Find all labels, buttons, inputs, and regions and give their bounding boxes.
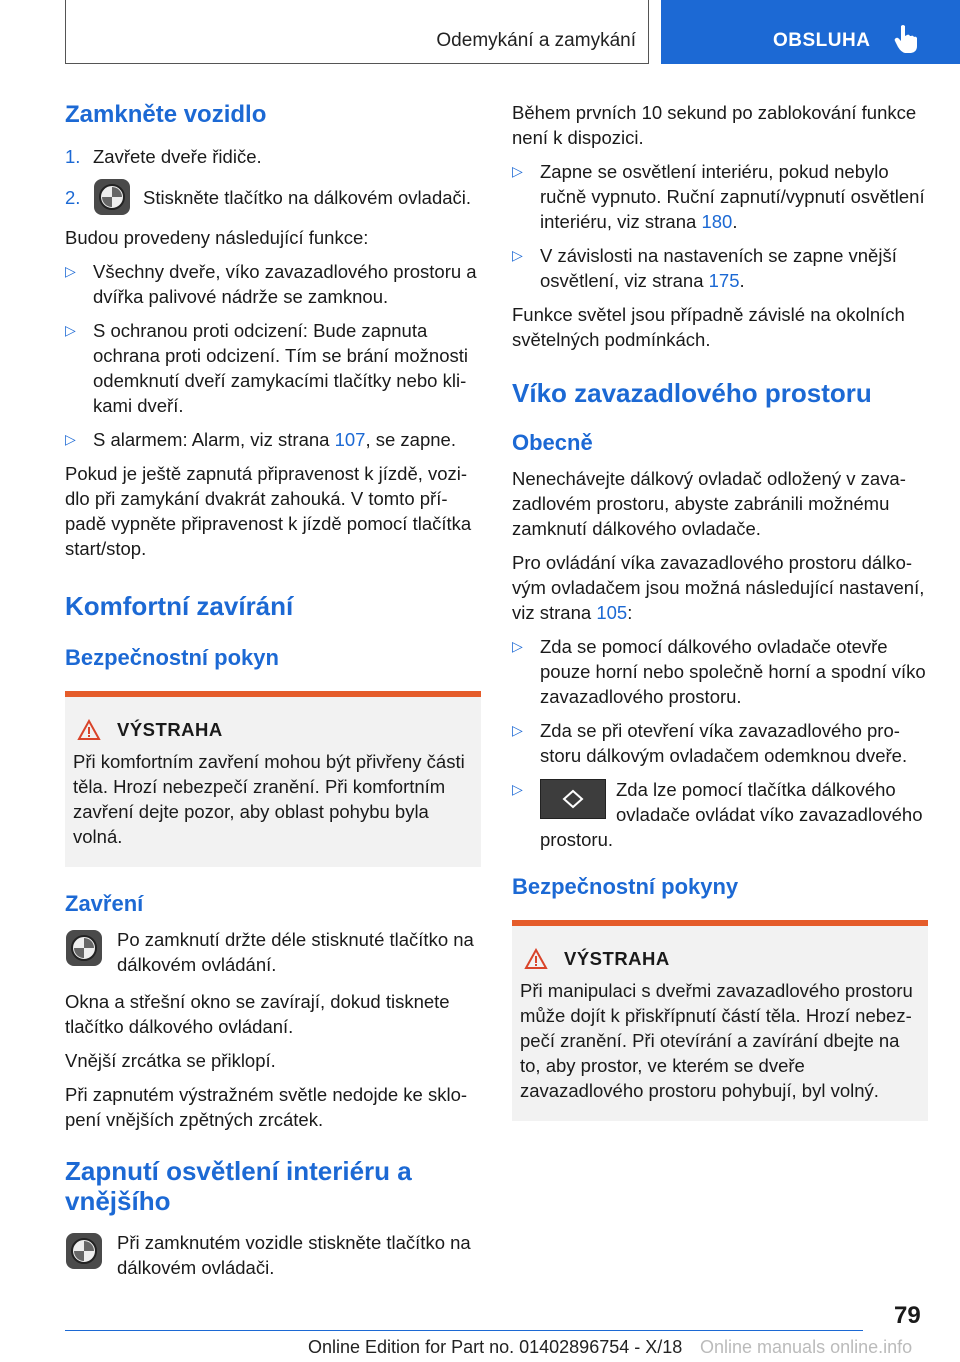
step-text: Stiskněte tlačítko na dálkovém ovladači. [143, 186, 472, 208]
close-instruction: Po zamknutí držte déle stisknuté tlačítko na dálkovém ovládání. [65, 927, 481, 977]
page-link-175[interactable]: 175 [708, 270, 740, 291]
warning-heading: VÝSTRAHA [520, 948, 920, 970]
triangle-bullet-icon: ▷ [512, 781, 523, 797]
header-frame [65, 0, 649, 64]
triangle-bullet-icon: ▷ [512, 722, 523, 738]
step-1 [65, 144, 481, 169]
list-item: ▷ Zapne se osvětlení interiéru, pokud nebylo ručně vypnuto. Ruční zapnutí/vypnutí osvětlení interiéru, viz strana 180. [512, 161, 925, 232]
light-instruction: Při zamknutém vozidle stiskněte tlačítko na dálkovém ovládači. [65, 1230, 481, 1280]
page-link-107[interactable]: 107 [334, 429, 366, 450]
triangle-bullet-icon: ▷ [512, 247, 523, 263]
warning-triangle-icon [524, 948, 548, 970]
list-item: ▷ Zda se pomocí dálkového ovladače otevře pouze horní nebo společně horní a spodní víko zavazadlového prostoru. [512, 636, 926, 707]
bmw-key-button-icon [93, 178, 131, 216]
header-title: Odemykání a zamykání [436, 30, 636, 51]
bmw-key-button-icon [65, 929, 103, 967]
right-column [512, 100, 928, 1145]
paragraph-light-functions: Funkce světel jsou případně závislé na okolních světelných podmínkách. [512, 304, 905, 350]
footer-watermark: Online manuals online.info [700, 1337, 913, 1357]
list-item: ▷ Zda se při otevření víka zavazadlového prostoru dálkovým ovladačem odemknou dveře. [512, 720, 908, 766]
bmw-key-button-icon [65, 1232, 103, 1270]
list-item: ▷ V závislosti na nastaveních se zapne vnější osvětlení, viz strana 175. [512, 245, 897, 291]
trunk-button-image [540, 779, 606, 819]
warning-box [65, 691, 481, 867]
trunk-diamond-icon [541, 780, 605, 818]
step-number: 2. [65, 186, 81, 208]
step-number: 1. [65, 146, 81, 167]
heading-closing: Zavření [65, 891, 144, 916]
tab-label: OBSLUHA [773, 30, 871, 51]
paragraph-mirrors: Vnější zrcátka se přiklopí. [65, 1050, 276, 1071]
page-link-180[interactable]: 180 [701, 211, 733, 232]
heading-general: Obecně [512, 430, 593, 455]
warning-triangle-icon [77, 719, 101, 741]
heading-lighting: Zapnutí osvětlení interiéru a vnějšího [65, 1156, 412, 1216]
paragraph-ready: Pokud je ještě zapnutá připravenost k jízdě, vozidlo při zamykání dvakrát zahouká. V tomto případě vypněte připravenost k jízdě pomocí tlačítka start/stop. [65, 463, 472, 559]
warning-text: Při manipulaci s dveřmi zavazadlového prostoru může dojít k přiskřípnutí částí těla. Hrozí nebezpečí zranění. Při otevírání a zavírání dbejte na to, aby prostor, ve kterém se dveře zavazadlového prostoru pohybují, byl volný. [520, 980, 913, 1101]
paragraph-unavailable: Během prvních 10 sekund po zablokování funkce není k dispozici. [512, 102, 917, 148]
heading-lock: Zamkněte vozidlo [65, 101, 267, 128]
hand-pointer-icon [893, 24, 919, 54]
tab-obsluha[interactable] [661, 0, 960, 64]
heading-safety-notes: Bezpečnostní pokyny [512, 874, 739, 899]
triangle-bullet-icon: ▷ [512, 163, 523, 179]
step-2 [65, 178, 481, 216]
left-column [65, 100, 481, 1292]
heading-trunk-lid: Víko zavazadlového prostoru [512, 378, 872, 408]
footer-divider [65, 1330, 863, 1331]
step-text: Zavřete dveře řidiče. [93, 146, 262, 167]
functions-intro: Budou provedeny následující funkce: [65, 227, 369, 248]
warning-box [512, 920, 928, 1121]
list-item: ▷ Zda lze pomocí tlačítka dálkového ovladače ovládat víko zavazadlového prostoru. [512, 779, 923, 850]
paragraph-alarm-light: Při zapnutém výstražném světle nedojde ke sklopení vnějších zpětných zrcátek. [65, 1084, 468, 1130]
warning-text: Při komfortním zavření mohou být přivřeny části těla. Hrozí nebezpečí zranění. Při komfortním zavření dejte pozor, aby oblast pohybu byla volná. [73, 751, 465, 847]
heading-safety: Bezpečnostní pokyn [65, 645, 279, 670]
list-item: ▷ Všechny dveře, víko zavazadlového prostoru a dvířka palivové nádrže se zamknou. [65, 261, 477, 307]
triangle-bullet-icon: ▷ [65, 322, 76, 338]
page-link-105[interactable]: 105 [596, 602, 628, 623]
page-number: 79 [894, 1302, 921, 1329]
paragraph-settings: Pro ovládání víka zavazadlového prostoru dálkovým ovladačem jsou možná následující nastavení, viz strana 105: [512, 552, 925, 623]
list-item: ▷ S alarmem: Alarm, viz strana 107, se zapne. [65, 429, 456, 450]
warning-heading: VÝSTRAHA [73, 719, 473, 741]
triangle-bullet-icon: ▷ [512, 638, 523, 654]
paragraph-windows: Okna a střešní okno se zavírají, dokud tisknete tlačítko dálkového ovládaní. [65, 991, 450, 1037]
triangle-bullet-icon: ▷ [65, 263, 76, 279]
footer-edition: Online Edition for Part no. 01402896754 - X/18 [308, 1337, 683, 1357]
list-item: ▷ S ochranou proti odcizení: Bude zapnuta ochrana proti odcizení. Tím se brání možnosti odemknutí dveří zamykacími tlačítky nebo klikami dveří. [65, 320, 468, 416]
triangle-bullet-icon: ▷ [65, 431, 76, 447]
paragraph-keep-remote: Nenechávejte dálkový ovladač odložený v zavazadlovém prostoru, abyste zabránili možnému zamknutí dálkového ovladače. [512, 468, 906, 539]
heading-comfort-close: Komfortní zavírání [65, 591, 294, 621]
